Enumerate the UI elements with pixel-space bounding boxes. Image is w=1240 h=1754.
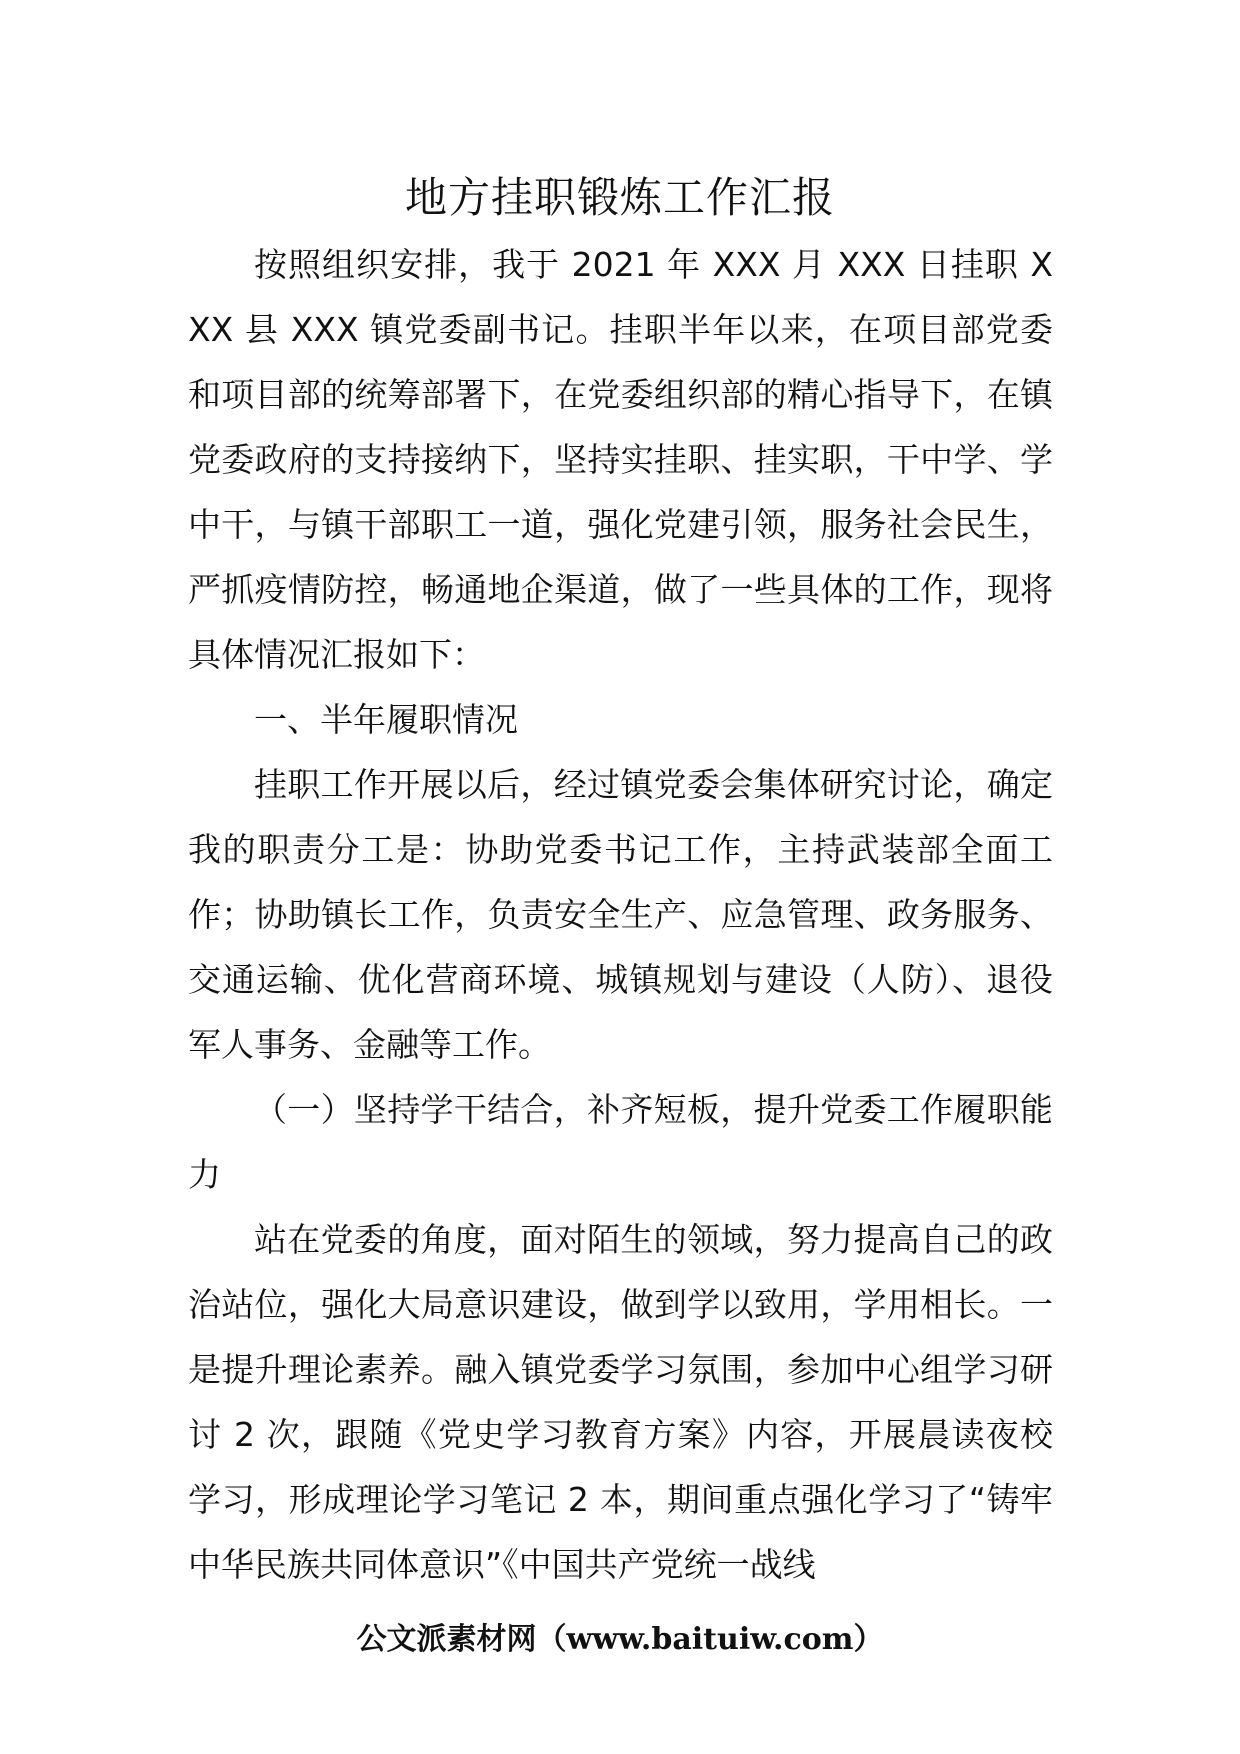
duties-paragraph: 挂职工作开展以后，经过镇党委会集体研究讨论，确定我的职责分工是：协助党委书记工作，主持武装部全面工作；协助镇长工作，负责安全生产、应急管理、政务服务、交通运输、优化营商环境、城镇规划与建设（人防）、退役军人事务、金融等工作。: [188, 765, 1053, 1064]
document-title: 地方挂职锻炼工作汇报: [404, 173, 835, 222]
section-heading-1: 一、半年履职情况: [254, 700, 518, 739]
intro-paragraph: 按照组织安排，我于 2021 年 XXX 月 XXX 日挂职 XXX 县 XXX 镇党委副书记。挂职半年以来，在项目部党委和项目部的统筹部署下，在党委组织部的精心指导下，在镇党委政府的支持接纳下，坚持实挂职、挂实职，干中学、学中干，与镇干部职工一道，强化党建引领，服务社会民生，严抓疫情防控，畅通地企渠道，做了一些具体的工作，现将具体情况汇报如下：: [188, 245, 1053, 674]
watermark-footer: 公文派素材网（www.baituiw.com）: [356, 1622, 884, 1657]
subsection-heading-1: （一）坚持学干结合，补齐短板，提升党委工作履职能力: [188, 1090, 1053, 1194]
document-body: [188, 232, 1053, 1597]
study-paragraph: 站在党委的角度，面对陌生的领域，努力提高自己的政治站位，强化大局意识建设，做到学以致用，学用相长。一是提升理论素养。融入镇党委学习氛围，参加中心组学习研讨 2 次，跟随《党史学习教育方案》内容，开展晨读夜校学习，形成理论学习笔记 2 本，期间重点强化学习了“铸牢中华民族共同体意识”《中国共产党统一战线: [188, 1220, 1053, 1584]
